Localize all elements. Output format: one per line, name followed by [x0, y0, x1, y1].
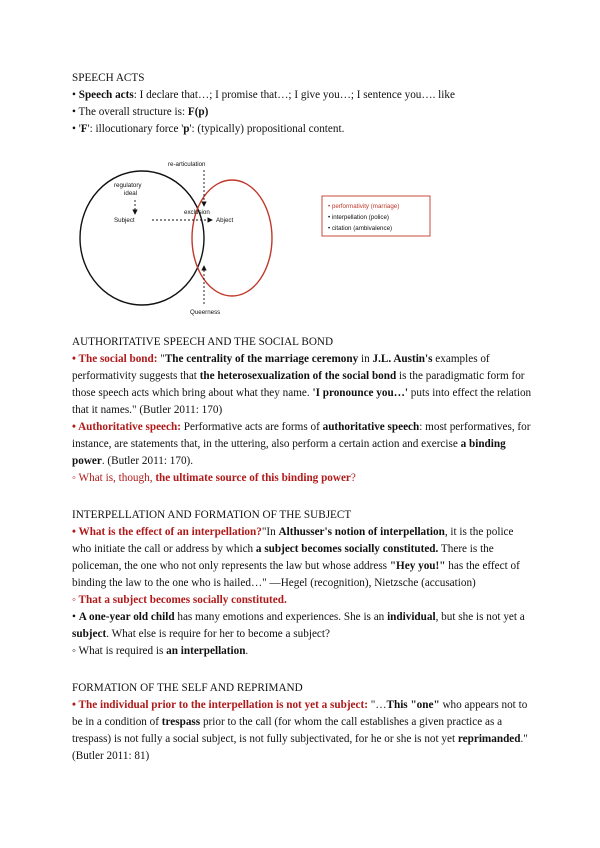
legend-item-performativity: • performativity (marriage) — [328, 203, 400, 210]
exclusion-label: exclusion — [184, 209, 210, 216]
legend-item-citation: • citation (ambivalence) — [328, 225, 393, 232]
paragraph: • Speech acts: I declare that…; I promise that…; I give you…; I sentence you…. like — [72, 89, 455, 101]
paragraph: • A one-year old child has many emotions and experiences. She is an individual, but she is not yet a subject. What else is require for her to become a subject? — [72, 611, 525, 640]
paragraph: • The individual prior to the interpellation is not yet a subject: "…This "one" who appears not to be in a condition of trespass prior to the call (for whom the call establishes a given practice as a trespass) is not fully a social subject, is not fully subjectivated, for he or she is not yet reprimanded." (Butler 2011: 81) — [72, 699, 528, 762]
regulatory-label: regulatory — [114, 182, 142, 189]
abject-label: Abject — [216, 217, 234, 224]
section-interpellation — [72, 507, 532, 660]
paragraph: • Authoritative speech: Performative acts are forms of authoritative speech: most performatives, for instance, are statements that, in the uttering, also perform a certain action and exercise a binding power. (Butler 2011: 170). — [72, 421, 531, 467]
section-heading: SPEECH ACTS — [72, 72, 145, 84]
re-articulation-label: re-articulation — [168, 161, 206, 168]
section-authoritative-speech — [72, 334, 532, 487]
paragraph: ◦ What is required is an interpellation. — [72, 645, 249, 657]
ideal-label: ideal — [124, 190, 138, 197]
paragraph: ◦ That a subject becomes socially constituted. — [72, 594, 287, 606]
paragraph: • The overall structure is: F(p) — [72, 106, 209, 118]
speech-act-diagram — [72, 158, 532, 328]
section-heading: INTERPELLATION AND FORMATION OF THE SUBJECT — [72, 509, 352, 521]
legend-item-interpellation: • interpellation (police) — [328, 214, 389, 221]
section-formation-of-self — [72, 680, 532, 765]
document-page — [72, 70, 532, 765]
section-speech-acts — [72, 70, 532, 138]
subject-label: Subject — [114, 217, 135, 224]
section-heading: FORMATION OF THE SELF AND REPRIMAND — [72, 682, 303, 694]
paragraph: • What is the effect of an interpellation?"In Althusser's notion of interpellation, it is the police who initiate the call or address by which a subject becomes socially constituted. There is the policeman, the one who not only represents the law but whose address "Hey you!" has the effect of binding the law to the one who is hailed…" —Hegel (recognition), Nietzsche (accusation) — [72, 526, 520, 589]
subject-circle — [80, 171, 204, 305]
paragraph: • 'F': illocutionary force 'p': (typically) propositional content. — [72, 123, 345, 135]
diagram-svg — [72, 158, 532, 328]
section-heading: AUTHORITATIVE SPEECH AND THE SOCIAL BOND — [72, 336, 334, 348]
paragraph: ◦ What is, though, the ultimate source of this binding power? — [72, 472, 356, 484]
paragraph: • The social bond: "The centrality of the marriage ceremony in J.L. Austin's examples of performativity suggests that the heterosexualization of the social bond is the paradigmatic form for those speech acts which bring about what they name. 'I pronounce you…' puts into effect the relation that it names." (Butler 2011: 170) — [72, 353, 532, 416]
queerness-label: Queerness — [190, 309, 221, 316]
